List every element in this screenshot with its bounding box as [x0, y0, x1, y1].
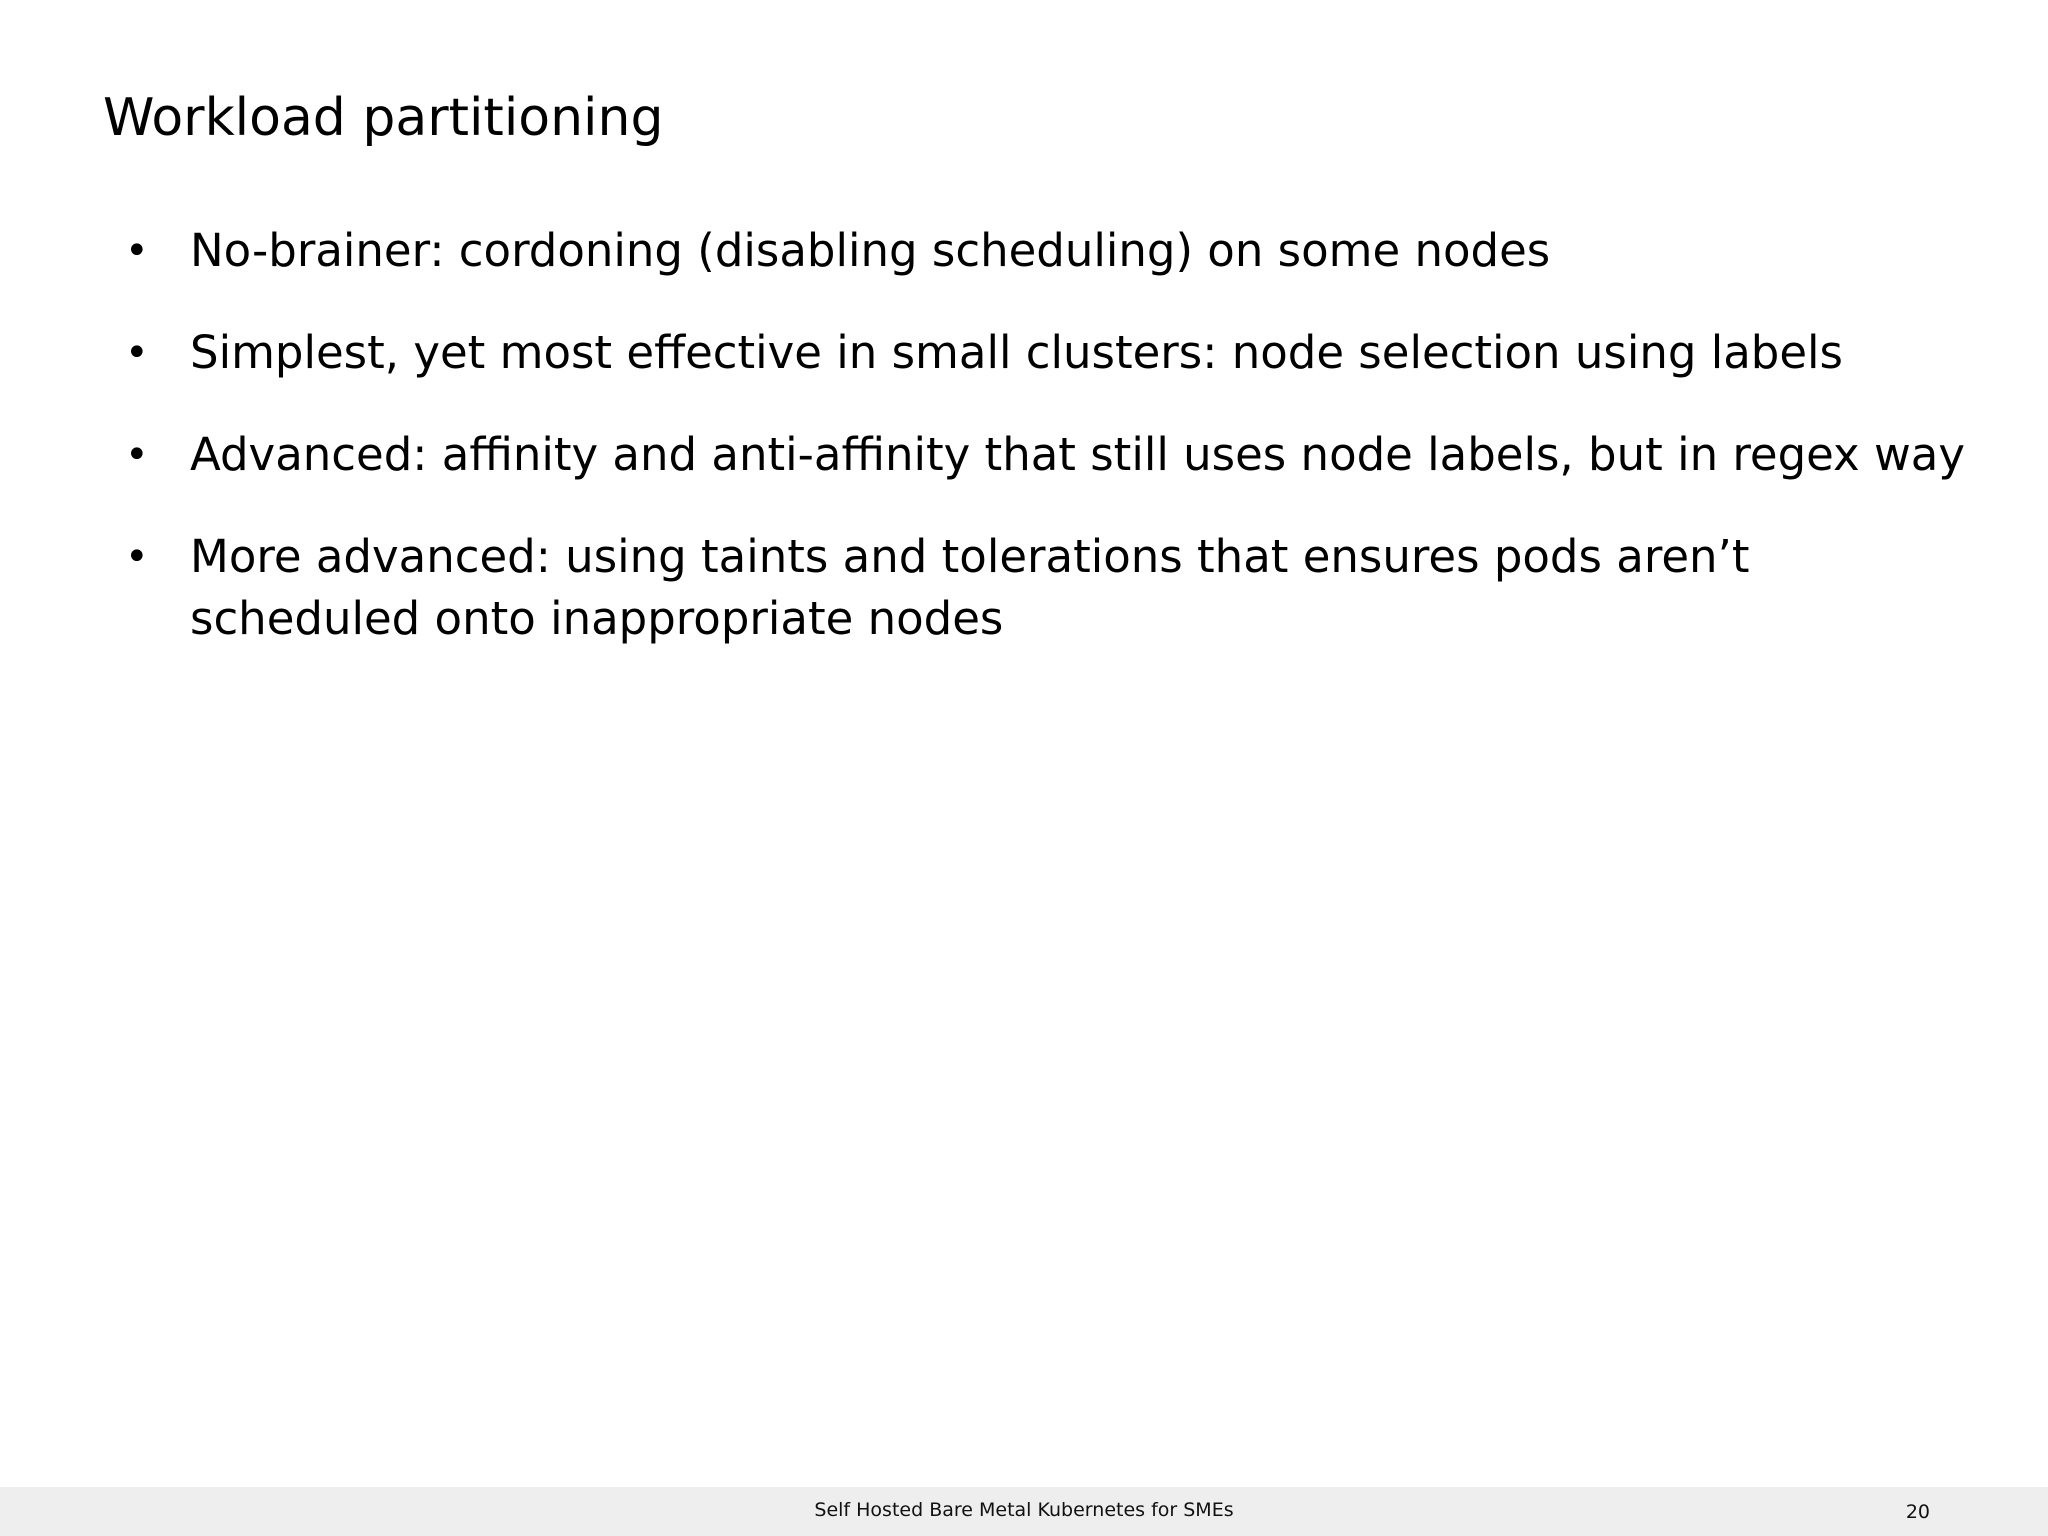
footer-title: Self Hosted Bare Metal Kubernetes for SMEs — [814, 1499, 1234, 1521]
bullet-text: More advanced: using taints and tolerations that ensures pods aren’t scheduled onto inappropriate nodes — [190, 530, 1750, 645]
page-number: 20 — [1905, 1501, 1930, 1523]
bullet-dot-icon: • — [125, 330, 149, 376]
bullet-item — [0, 424, 2048, 486]
bullet-text: No-brainer: cordoning (disabling scheduling) on some nodes — [190, 224, 1551, 277]
bullet-item — [0, 526, 2048, 650]
bullet-dot-icon: • — [125, 228, 149, 274]
bullet-list — [0, 220, 2048, 690]
bullet-item — [0, 220, 2048, 282]
slide-title: Workload partitioning — [103, 88, 664, 148]
bullet-dot-icon: • — [125, 432, 149, 478]
bullet-text: Advanced: affinity and anti-affinity that still uses node labels, but in regex way — [190, 428, 1965, 481]
bullet-text: Simplest, yet most effective in small clusters: node selection using labels — [190, 326, 1844, 379]
footer-bar — [0, 1487, 2048, 1536]
bullet-item — [0, 322, 2048, 384]
bullet-dot-icon: • — [125, 534, 149, 580]
